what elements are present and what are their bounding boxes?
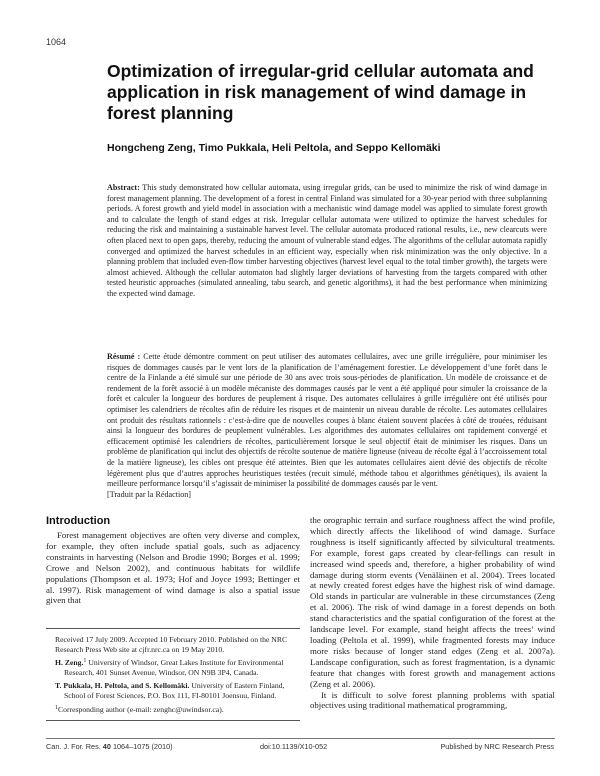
translation-note: [Traduit par la Rédaction]: [107, 490, 191, 499]
footnote-box: [46, 628, 300, 721]
corresponding-author: [46, 705, 300, 715]
intro-left-column: Forest management objectives are often very diverse and complex, for example, they often include spatial goals, such as adjacency constraints in harvesting (Nelson and Brodie 1990; Borges et al. 1999; Crowe and Nelson 2002), and continuous habitats for wildlife populations (Thompson et al. 1973; Hof and Joyce 1993; Bettinger et al. 1997). Risk management of wind damage is also a spatial issue given that: [46, 530, 300, 606]
zeng-footnote-mark: 1: [83, 658, 87, 665]
abstract: [107, 183, 547, 300]
resume-text: Cette étude démontre comment on peut utiliser des automates cellulaires, avec une grille irrégulière, pour minimiser les risques de dommages causés par le vent lors de la planification de l’aménagement forestier. Le développement d’une forêt dans le centre de la Finlande a été simulé sur une période de 30 ans avec trois sous-périodes de planification. Un modèle de croissance et de rendement de la forêt associé à un modèle mécaniste des dommages causés par le vent a été appliqué pour simuler la croissance de la forêt et calculer la longueur des bordures de peuplement à risque. Des automates cellulaires à grille irrégulière ont été utilisés pour optimiser les calendriers de récoltes afin de réduire les risques et de maintenir un niveau durable de récolte. Les automates cellulaires ont produit des résultats rationnels : c’est-à-dire que de nouvelles coupes à blanc étaient souvent placées à côté de trouées, réduisant ainsi la longueur des bordures de peuplement vulnérables. Les algorithmes des automates cellulaires ont rapidement convergé et efficacement optimisé les calendriers de récoltes, particulièrement lorsque le seul objectif était de minimiser les risques. Dans un problème de planification qui inclut des objectifs de récolte soutenue de matière ligneuse (niveau de récolte égal à l’accroissement total de la matière ligneuse), les cibles ont presque été atteintes. Bien que les automates cellulaires aient dévié des objectifs de récolte légèrement plus que d’autres approches heuristiques testées (recuit simulé, méthode tabou et algorithmes génétiques), ils avaient la meilleure performance lorsqu’il s’agissait de minimiser la possibilité de dommages causés par le vent.: [107, 352, 547, 489]
intro-paragraph-continued: the orographic terrain and surface roughness affect the wind profile, which directly affects the likelihood of wind damage. Surface roughness is itself significantly affected by silvicultural treatments. For example, forest gaps created by clear-fellings can result in increased wind speeds and, therefore, a higher probability of wind damage during storm events (Venäläinen et al. 2004). Trees located at newly created forest edges have the highest risk of wind damage. Old stands in particular are vulnerable in these circumstances (Zeng et al. 2006). The risk of wind damage in a forest depends on both stand characteristics and the spatial configuration of the forest at the landscape level. For example, stand height affects the trees’ wind loading (Peltola et al. 1999), while fragmented forests may induce more risks because of longer stand edges (Zeng et al. 2007a). Landscape configuration, such as forest fragmentation, is a dynamic feature that changes with forest growth and management actions (Zeng et al. 2006).: [310, 515, 555, 689]
footer-publisher: Published by NRC Research Press: [440, 742, 554, 751]
corr-footnote-mark: 1: [55, 704, 58, 711]
received-dates: Received 17 July 2009. Accepted 10 February 2010. Published on the NRC Research Press Web site at cjfr.nrc.ca on 19 May 2010.: [55, 635, 288, 654]
author-list: Hongcheng Zeng, Timo Pukkala, Heli Peltola, and Seppo Kellomäki: [107, 142, 441, 154]
resume-label: Résumé :: [107, 352, 141, 361]
others-affiliation: University of Eastern Finland, School of Forest Sciences, P.O. Box 111, FI-80101 Joensuu, Finland.: [64, 681, 285, 700]
abstract-text: This study demonstrated how cellular automata, using irregular grids, can be used to minimize the risk of wind damage in forest management planning. The development of a forest in central Finland was simulated for a 30-year period with three subplanning periods. A forest growth and yield model in association with a mechanistic wind damage model was applied to simulate forest growth and to calculate the length of stand edges at risk. Irregular cellular automata were utilized to optimize the harvest schedules for reducing the risk and maintaining a sustainable harvest level. The cellular automata produced rational results, i.e., new clearcuts were often placed next to open gaps, thereby, reducing the amount of vulnerable stand edges. The algorithms of the cellular automata rapidly converged and optimized the harvest schedules in an efficient way, especially when risk minimization was the only objective. In a planning problem that included even-flow timber harvesting objectives (harvest level equal to the total timber growth), the targets were almost achieved. Although the cellular automaton had slightly larger deviations of harvesting from the targets compared with other tested heuristic approaches (simulated annealing, tabu search, and genetic algorithms), it had the best performance when minimizing the expected wind damage.: [107, 183, 547, 298]
footer-pages: 1064–1075 (2010): [112, 742, 173, 751]
footer-volume: 40: [102, 742, 111, 751]
section-heading-introduction: Introduction: [46, 515, 111, 527]
zeng-affiliation: University of Windsor, Great Lakes Institute for Environmental Research, 401 Sunset Avenue, Windsor, ON N9B 3P4, Canada.: [64, 658, 284, 677]
others-names: T. Pukkala, H. Peltola, and S. Kellomäki.: [55, 681, 190, 691]
footer-citation: [46, 742, 173, 751]
footer-journal: Can. J. For. Res.: [46, 742, 101, 751]
author-affiliation-others: [46, 681, 300, 700]
intro-paragraph-next: It is difficult to solve forest planning problems with spatial objectives using traditional mathematical programming,: [310, 689, 555, 711]
footer-doi: doi:10.1139/X10-052: [260, 742, 328, 751]
footer-divider: [46, 738, 555, 739]
zeng-name: H. Zeng.: [55, 658, 84, 668]
page-number: 1064: [46, 37, 67, 47]
corresponding-author-text: Corresponding author (e-mail: zenghc@uwindsor.ca).: [58, 704, 224, 714]
abstract-label: Abstract:: [107, 183, 140, 192]
article-title: Optimization of irregular-grid cellular automata and application in risk management of wind damage in forest planning: [107, 61, 534, 123]
intro-right-column: [310, 515, 555, 711]
author-affiliation-zeng: [46, 658, 300, 677]
resume: [107, 352, 547, 490]
